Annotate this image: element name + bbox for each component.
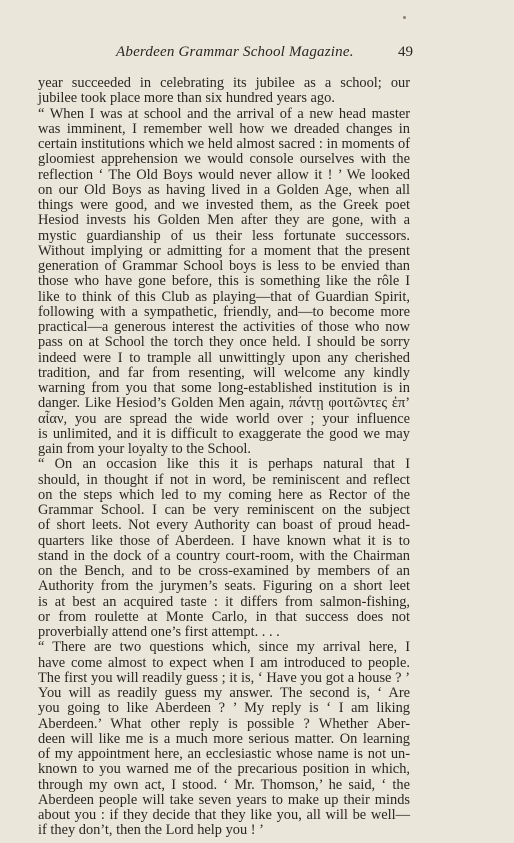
text-line: is at best an acquired taste : it differs from salmon-fishing, bbox=[38, 593, 410, 610]
text-line: reflection ‘ The Old Boys would never allow it ! ’ We looked bbox=[38, 166, 410, 183]
text-line: Aberdeen.’ What other reply is possible ? Whether Aber- bbox=[38, 715, 410, 732]
text-line: things were good, and we invested them, as the Greek poet bbox=[38, 197, 410, 213]
text-line: tradition, and far from resenting, will welcome any kindly bbox=[38, 364, 410, 381]
text-line: stand in the dock of a country court-room, with the Chairman bbox=[38, 547, 410, 564]
text-line: You will as readily guess my answer. The second is, ‘ Are bbox=[38, 685, 410, 701]
text-line: quarters like those of Aberdeen. I have known what it is to bbox=[38, 532, 410, 549]
page-number: 49 bbox=[398, 44, 413, 60]
text-line: αἶαν, you are spread the wide world over ; your influence bbox=[38, 410, 410, 427]
text-line: through my own act, I stood. ‘ Mr. Thomson,’ he said, ‘ the bbox=[38, 776, 410, 793]
text-line: on the steps which led to my coming here as Rector of the bbox=[38, 486, 410, 503]
text-line: have come almost to expect when I am introduced to people. bbox=[38, 654, 410, 671]
page-speck bbox=[403, 16, 406, 19]
text-line: of my appointment here, an ecclesiastic whose name is not un- bbox=[38, 746, 410, 762]
text-line: is unlimited, and it is difficult to exaggerate the good we may bbox=[38, 425, 410, 442]
text-line: jubilee took place more than six hundred years ago. bbox=[38, 90, 335, 107]
text-line: danger. Like Hesiod’s Golden Men again, πάντῃ φοιτῶντες ἐπ’ bbox=[38, 395, 410, 412]
text-line: like to think of this Club as playing—that of Guardian Spirit, bbox=[38, 288, 410, 305]
text-line: warning from you that some long-established institution is in bbox=[38, 380, 410, 396]
text-line: certain institutions which we held almost sacred : in moments of bbox=[38, 136, 410, 152]
text-line: pass on at School the torch they once held. I should be sorry bbox=[38, 334, 410, 351]
text-line: “ There are two questions which, since my arrival here, I bbox=[38, 639, 410, 656]
text-line: you going to like Aberdeen ? ’ My reply is ‘ I am liking bbox=[38, 700, 410, 717]
text-line: “ When I was at school and the arrival of a new head master bbox=[38, 105, 410, 122]
text-line: practical—a generous interest the activities of those who now bbox=[38, 319, 410, 335]
text-line: known to you warned me of the precarious position in which, bbox=[38, 761, 410, 778]
text-line: on the Bench, and to be cross-examined by members of an bbox=[38, 563, 410, 579]
running-title: Aberdeen Grammar School Magazine. bbox=[116, 44, 354, 60]
text-line: on our Old Boys as having lived in a Golden Age, when all bbox=[38, 181, 410, 198]
text-line: year succeeded in celebrating its jubilee as a school; our bbox=[38, 75, 410, 91]
page-header bbox=[38, 44, 412, 66]
text-line: The first you will readily guess ; it is, ‘ Have you got a house ? ’ bbox=[38, 669, 410, 686]
text-line: was imminent, I remember well how we dreaded changes in bbox=[38, 120, 410, 137]
text-line: gloomiest apprehension we would console ourselves with the bbox=[38, 151, 410, 168]
text-line: about you : if they decide that they like you, all will be well— bbox=[38, 807, 410, 823]
text-line: Aberdeen people will take seven years to make up their minds bbox=[38, 791, 410, 808]
text-line: indeed were I to trample all unwittingly upon any cherished bbox=[38, 349, 410, 366]
text-line: following with a sympathetic, friendly, and—to become more bbox=[38, 303, 410, 320]
text-line: Hesiod invests his Golden Men after they are gone, with a bbox=[38, 212, 410, 229]
text-line: Grammar School. I can be very reminiscent on the subject bbox=[38, 502, 410, 518]
text-line: Without implying or admitting for a moment that the present bbox=[38, 242, 410, 259]
text-line: generation of Grammar School boys is less to be envied than bbox=[38, 258, 410, 274]
text-line: proverbially attend one’s first attempt. . . . bbox=[38, 624, 280, 640]
body-text bbox=[38, 76, 410, 839]
text-line: “ On an occasion like this it is perhaps natural that I bbox=[38, 456, 410, 473]
text-line: those who have gone before, this is something like the rôle I bbox=[38, 273, 410, 290]
text-line: Authority from the jurymen’s seats. Figuring on a short leet bbox=[38, 578, 410, 595]
text-line: mystic guardianship of us their less fortunate successors. bbox=[38, 227, 410, 244]
text-line: gain from your loyalty to the School. bbox=[38, 441, 252, 457]
text-line: or from roulette at Monte Carlo, in that success does not bbox=[38, 608, 410, 625]
text-line: should, in thought if not in word, be reminiscent and reflect bbox=[38, 471, 410, 488]
text-line: if they don’t, then the Lord help you ! ’ bbox=[38, 822, 264, 839]
text-line: deen will like me is a much more serious matter. On learning bbox=[38, 730, 410, 747]
text-line: of short leets. Not every Authority can boast of proud head- bbox=[38, 517, 410, 534]
